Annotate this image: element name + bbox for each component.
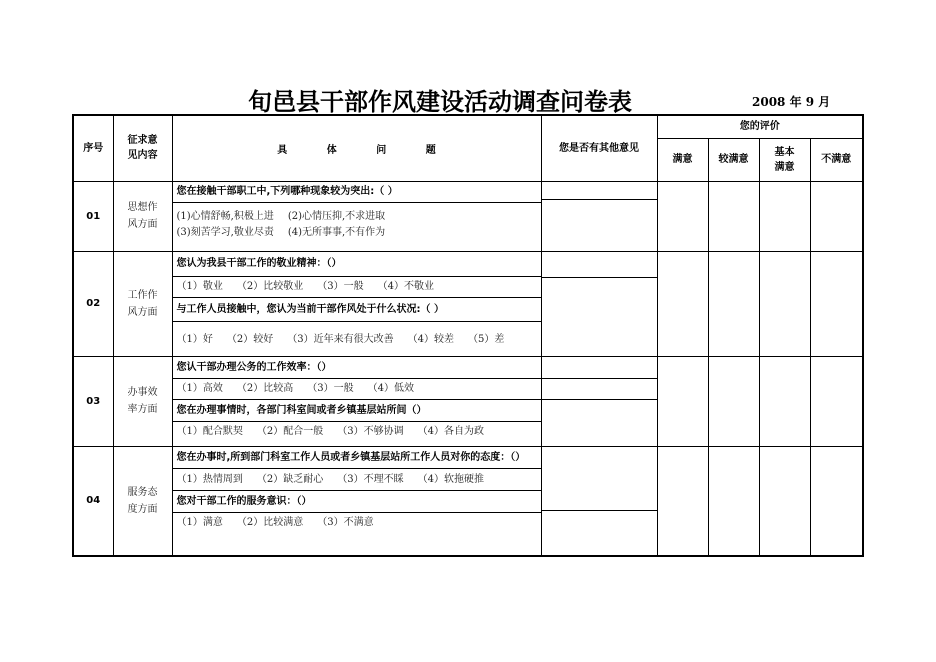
rating-fairly-satisfied-cell[interactable] (708, 356, 759, 446)
rating-basic-satisfied-cell[interactable] (759, 181, 810, 251)
other-opinion-cell[interactable] (541, 356, 657, 446)
rating-fairly-satisfied-cell[interactable] (708, 446, 759, 556)
other-opinion-cell[interactable] (541, 251, 657, 356)
table-row (73, 251, 863, 356)
rating-basic-satisfied-cell[interactable] (759, 356, 810, 446)
section-number: 04 (73, 446, 113, 556)
question-text: 您认干部办理公务的工作效率：（） (173, 357, 541, 379)
section-number: 01 (73, 181, 113, 251)
header-unsatisfied: 不满意 (810, 138, 863, 181)
table-row (73, 446, 863, 556)
section-category: 工作作 风方面 (113, 251, 172, 356)
rating-satisfied-cell[interactable] (657, 446, 708, 556)
rating-fairly-satisfied-cell[interactable] (708, 181, 759, 251)
question-cell (172, 446, 541, 556)
section-category: 办事效 率方面 (113, 356, 172, 446)
header-question: 具 体 问 题 (172, 115, 541, 181)
rating-satisfied-cell[interactable] (657, 181, 708, 251)
page-title: 旬邑县干部作风建设活动调查问卷表 (248, 88, 632, 116)
rating-unsatisfied-cell[interactable] (810, 181, 863, 251)
rating-basic-satisfied-cell[interactable] (759, 251, 810, 356)
section-category: 思想作 风方面 (113, 181, 172, 251)
question-text: 您在办事时,所到部门科室工作人员或者乡镇基层站所工作人员对你的态度：（） (173, 447, 541, 469)
header-fairly-satisfied: 较满意 (708, 138, 759, 181)
question-options: (1)心情舒畅,积极上进 (2)心情压抑,不求进取 (3)刻苦学习,敬业尽责 (4)无所事事,不有作为 (176, 210, 386, 238)
table-row (73, 356, 863, 446)
other-opinion-cell[interactable] (541, 181, 657, 251)
header-other-opinion: 您是否有其他意见 (541, 115, 657, 181)
header-category: 征求意 见内容 (113, 115, 172, 181)
rating-satisfied-cell[interactable] (657, 251, 708, 356)
header-basic-satisfied: 基本 满意 (759, 138, 810, 181)
date-label: 2008 年 9 月 (752, 95, 831, 109)
survey-table (72, 114, 864, 557)
rating-satisfied-cell[interactable] (657, 356, 708, 446)
other-opinion-cell[interactable] (541, 446, 657, 556)
question-text: 与工作人员接触中，您认为当前干部作风处于什么状况:（ ） (173, 298, 541, 322)
rating-unsatisfied-cell[interactable] (810, 446, 863, 556)
section-number: 03 (73, 356, 113, 446)
question-text: 您对干部工作的服务意识：（） (173, 491, 541, 513)
table-row (73, 181, 863, 251)
question-text: 您在接触干部职工中,下列哪种现象较为突出:（ ） (173, 182, 541, 203)
section-category: 服务态 度方面 (113, 446, 172, 556)
question-text: 您认为我县干部工作的敬业精神：（） (173, 252, 541, 277)
question-options: （1）高效 （2）比较高 （3）一般 （4）低效 (173, 379, 541, 400)
question-options: （1）好 （2）较好 （3）近年来有很大改善 （4）较差 （5）差 (176, 333, 505, 345)
rating-fairly-satisfied-cell[interactable] (708, 251, 759, 356)
question-cell (172, 356, 541, 446)
rating-unsatisfied-cell[interactable] (810, 251, 863, 356)
rating-unsatisfied-cell[interactable] (810, 356, 863, 446)
section-number: 02 (73, 251, 113, 356)
question-cell (172, 251, 541, 356)
question-options: （1）敬业 （2）比较敬业 （3）一般 （4）不敬业 (173, 277, 541, 298)
question-text: 您在办理事情时，各部门科室间或者乡镇基层站所间（） (173, 400, 541, 422)
rating-basic-satisfied-cell[interactable] (759, 446, 810, 556)
question-options: （1）配合默契 （2）配合一般 （3）不够协调 （4）各自为政 (176, 425, 484, 437)
header-evaluation: 您的评价 (657, 115, 863, 138)
question-options: （1）满意 （2）比较满意 （3）不满意 (176, 516, 374, 528)
question-options: （1）热情周到 （2）缺乏耐心 （3）不理不睬 （4）软拖硬推 (173, 469, 541, 491)
header-seq: 序号 (73, 115, 113, 181)
header-satisfied: 满意 (657, 138, 708, 181)
question-cell (172, 181, 541, 251)
